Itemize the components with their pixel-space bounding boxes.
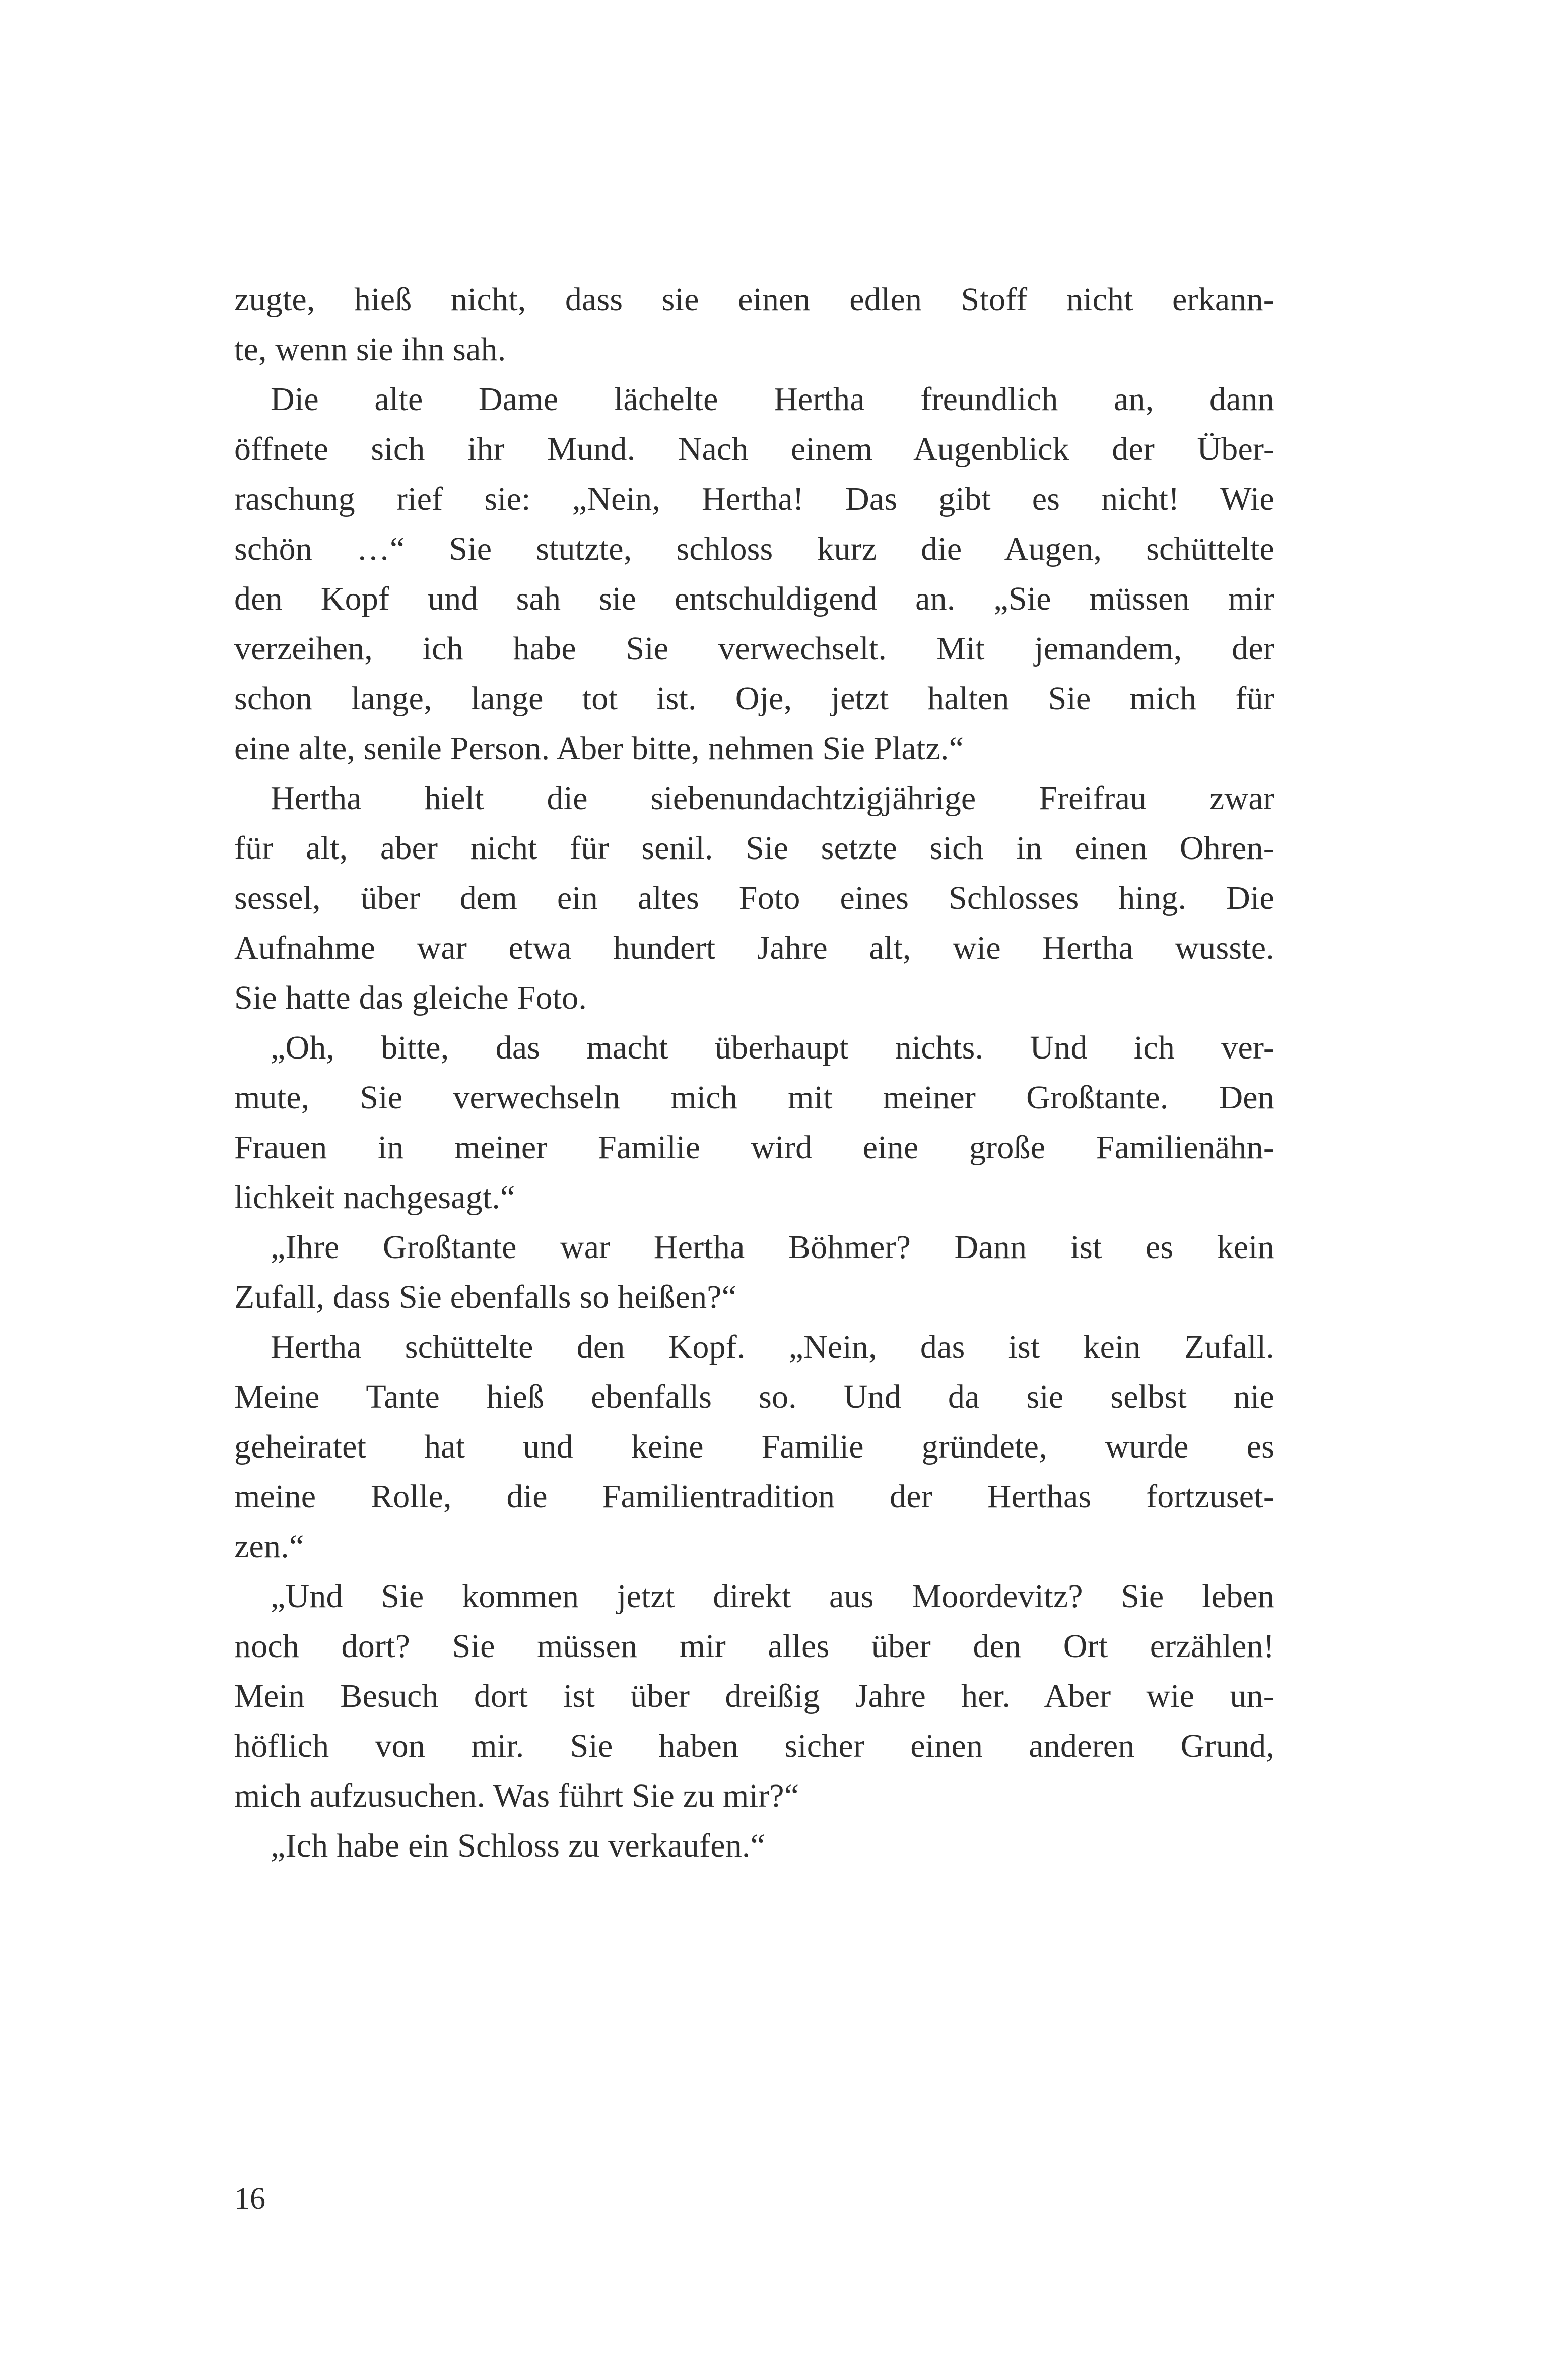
text-line: Zufall, dass Sie ebenfalls so heißen?“	[234, 1279, 737, 1315]
text-line: Hertha hielt die siebenundachtzigjährige Freifrau zwar	[271, 780, 1274, 817]
text-line: Sie hatte das gleiche Foto.	[234, 979, 587, 1016]
text-line: schön …“ Sie stutzte, schloss kurz die Augen, schüttelte	[234, 531, 1274, 567]
text-line: raschung rief sie: „Nein, Hertha! Das gibt es nicht! Wie	[234, 481, 1274, 517]
text-line: „Und Sie kommen jetzt direkt aus Moordevitz? Sie leben	[271, 1578, 1274, 1615]
text-line: te, wenn sie ihn sah.	[234, 331, 506, 368]
text-line: Die alte Dame lächelte Hertha freundlich an, dann	[271, 381, 1274, 418]
text-line: den Kopf und sah sie entschuldigend an. „Sie müssen mir	[234, 580, 1274, 617]
text-line: Aufnahme war etwa hundert Jahre alt, wie Hertha wusste.	[234, 930, 1274, 966]
text-line: „Oh, bitte, das macht überhaupt nichts. Und ich ver-	[271, 1029, 1274, 1066]
text-line: öffnete sich ihr Mund. Nach einem Augenblick der Über-	[234, 431, 1274, 468]
text-line: Mein Besuch dort ist über dreißig Jahre her. Aber wie un-	[234, 1678, 1274, 1714]
text-line: schon lange, lange tot ist. Oje, jetzt halten Sie mich für	[234, 680, 1274, 717]
body-text	[234, 275, 1274, 1871]
text-line: noch dort? Sie müssen mir alles über den Ort erzählen!	[234, 1628, 1274, 1665]
text-line: mute, Sie verwechseln mich mit meiner Großtante. Den	[234, 1079, 1274, 1116]
text-line: mich aufzusuchen. Was führt Sie zu mir?“	[234, 1777, 799, 1814]
text-line: eine alte, senile Person. Aber bitte, nehmen Sie Platz.“	[234, 730, 964, 767]
text-line: „Ihre Großtante war Hertha Böhmer? Dann ist es kein	[271, 1229, 1274, 1266]
text-line: Frauen in meiner Familie wird eine große Familienähn-	[234, 1129, 1274, 1166]
text-line: „Ich habe ein Schloss zu verkaufen.“	[271, 1827, 766, 1864]
text-line: verzeihen, ich habe Sie verwechselt. Mit jemandem, der	[234, 630, 1274, 667]
text-line: meine Rolle, die Familientradition der Herthas fortzuset-	[234, 1478, 1274, 1515]
text-line: höflich von mir. Sie haben sicher einen anderen Grund,	[234, 1728, 1274, 1764]
text-line: für alt, aber nicht für senil. Sie setzte sich in einen Ohren-	[234, 830, 1274, 867]
text-line: zugte, hieß nicht, dass sie einen edlen Stoff nicht erkann-	[234, 281, 1274, 318]
text-line: Hertha schüttelte den Kopf. „Nein, das ist kein Zufall.	[271, 1329, 1274, 1365]
page-number: 16	[234, 2181, 265, 2216]
text-line: sessel, über dem ein altes Foto eines Schlosses hing. Die	[234, 880, 1274, 916]
text-line: Meine Tante hieß ebenfalls so. Und da sie selbst nie	[234, 1378, 1274, 1415]
text-line: zen.“	[234, 1528, 304, 1565]
text-line: geheiratet hat und keine Familie gründete, wurde es	[234, 1428, 1274, 1465]
text-line: lichkeit nachgesagt.“	[234, 1179, 515, 1216]
